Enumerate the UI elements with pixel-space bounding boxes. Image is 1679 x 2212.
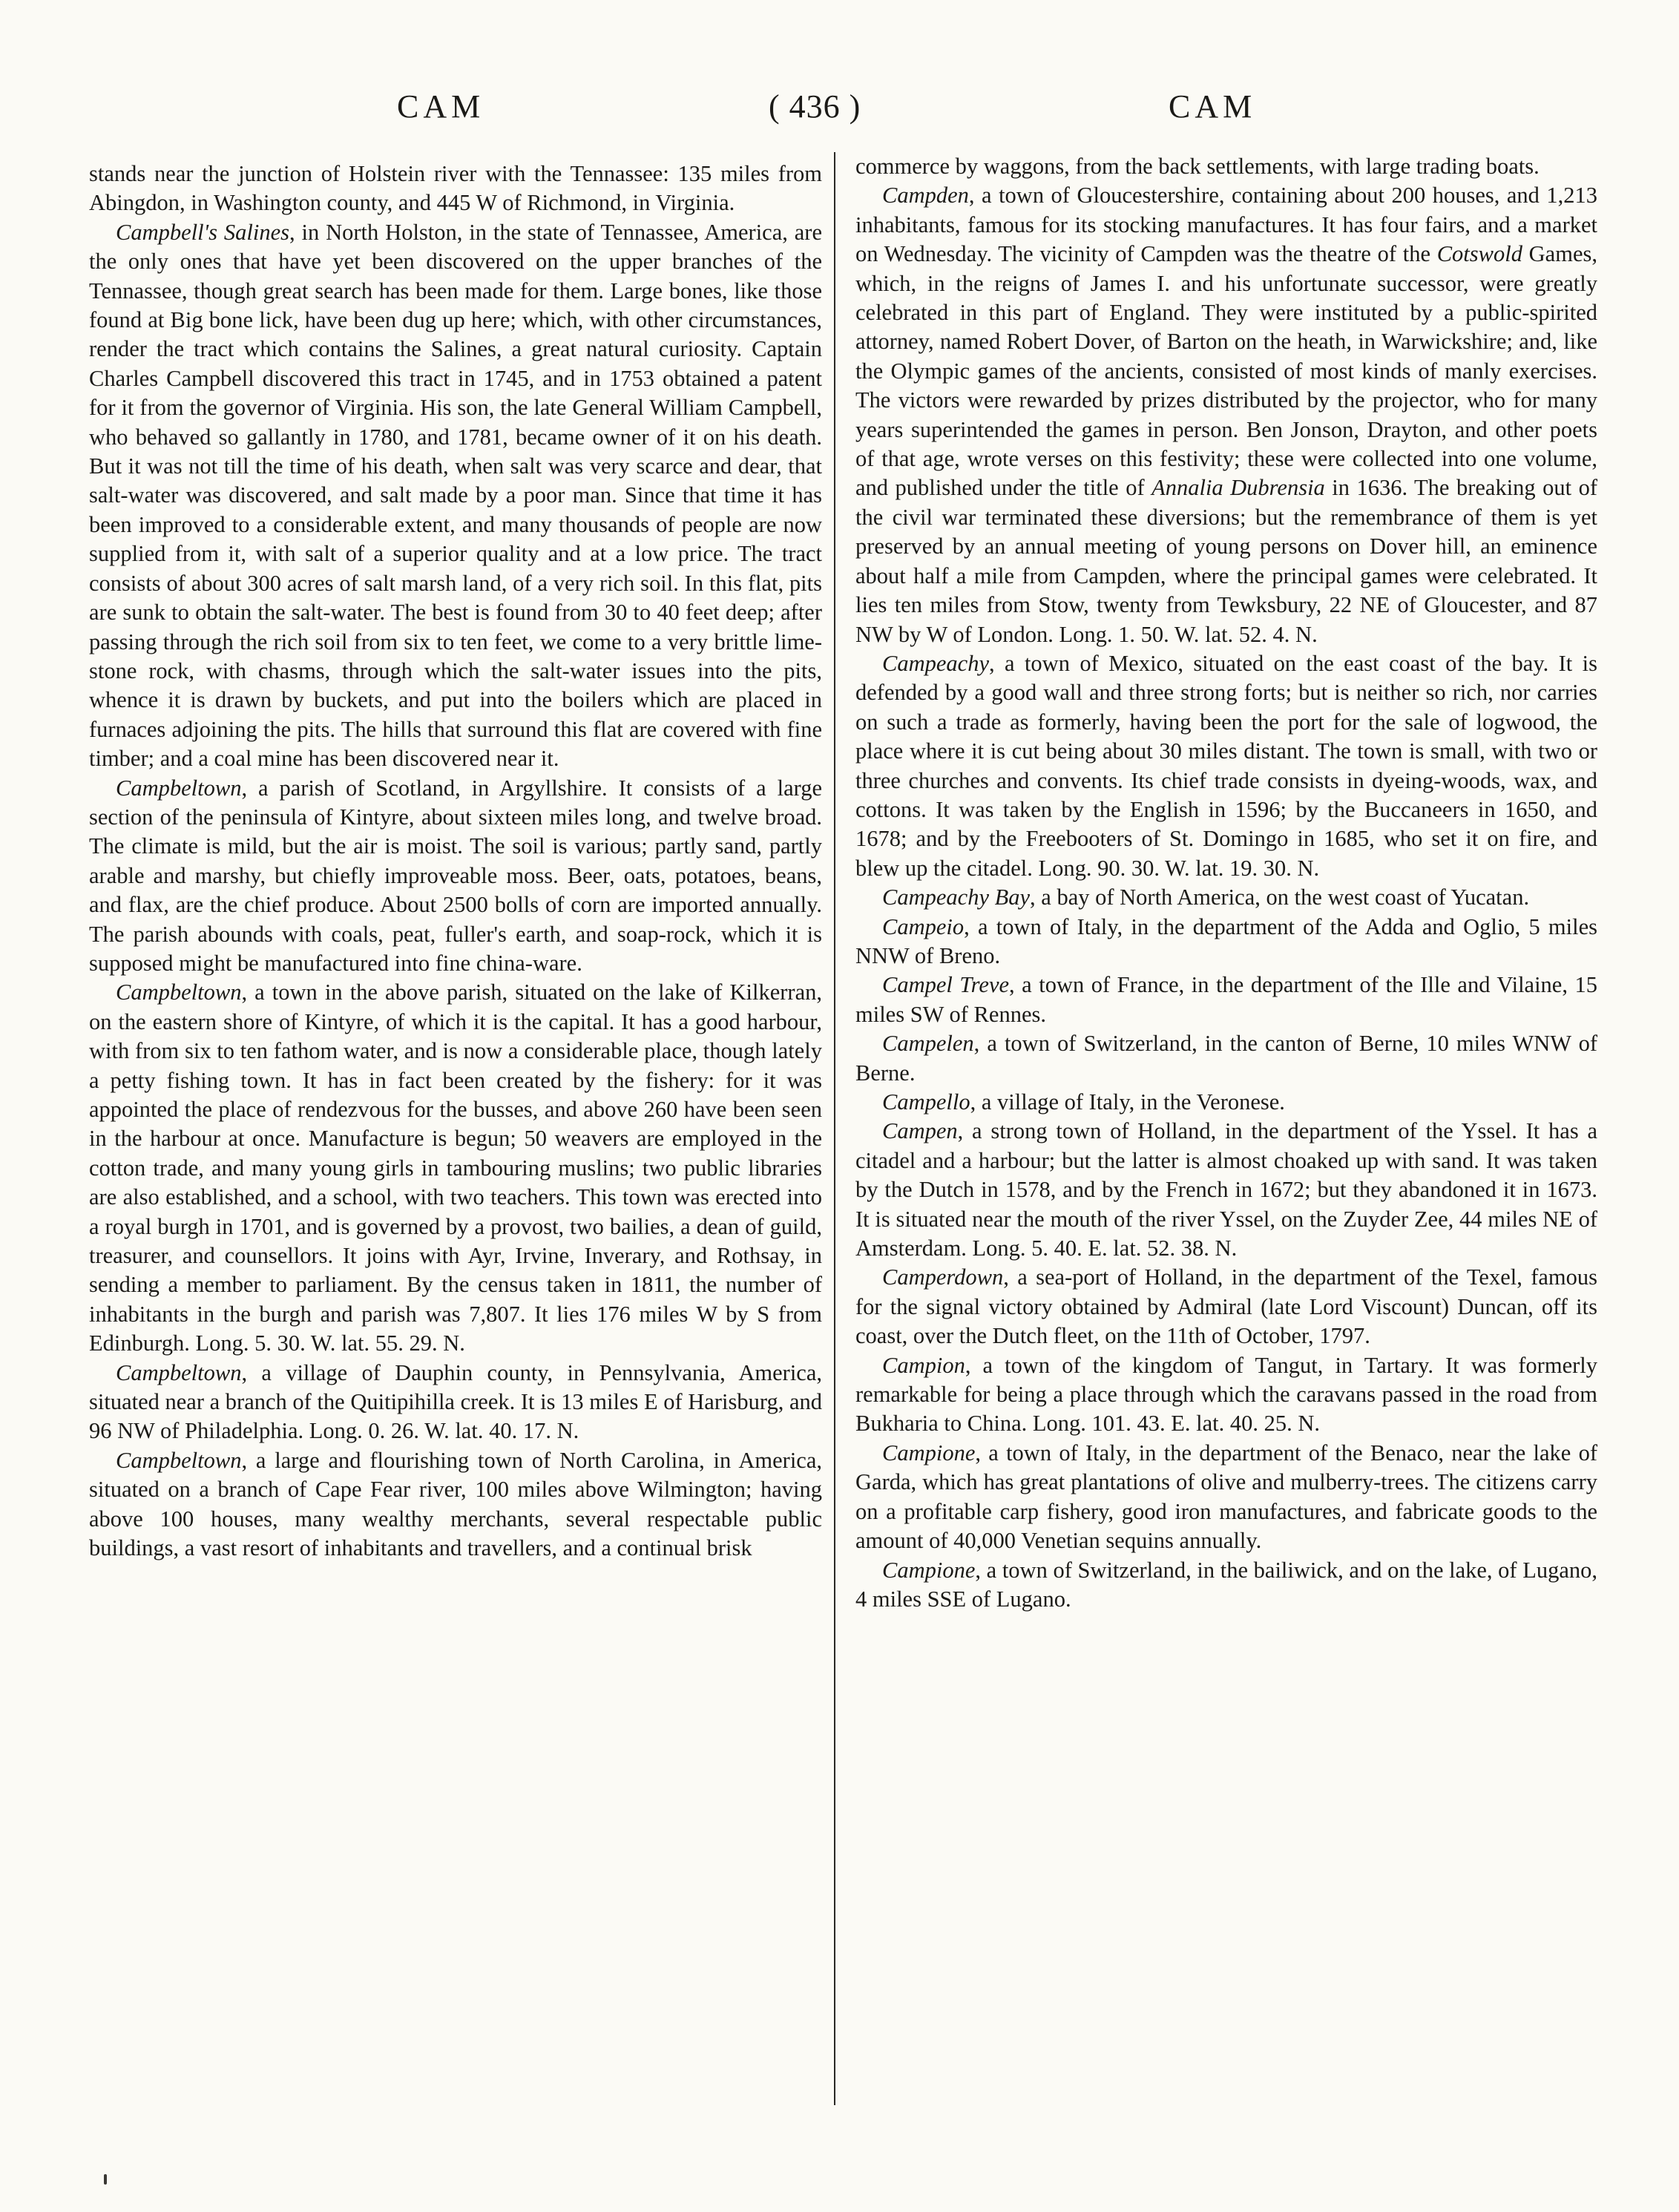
- italic-term: Cotswold: [1436, 241, 1529, 267]
- running-header: [0, 88, 1679, 132]
- gazetteer-entry: [855, 1439, 1597, 1556]
- entry-headword: Camperdown: [882, 1264, 1004, 1290]
- italic-title: Annalia Dubrensia: [1151, 475, 1325, 501]
- entry-text: , a village of Dauphin county, in Pennsylvania, America, situated near a branch of the Quitipihilla creek. It is 13 miles E of Harisburg, and 96 NW of Philadelphia. Long. 0. 26. W. lat. 40. 17. N.: [89, 1359, 822, 1444]
- gazetteer-entry: [855, 1088, 1597, 1117]
- gazetteer-entry: [855, 913, 1597, 971]
- entry-text: , a town of Gloucestershire, containing about 200 houses, and 1,213 inhabitants, famous for its stocking manufactures. It has four fairs, and a market on Wednesday. The vicinity of Campden was the theatre of the: [855, 183, 1597, 267]
- entry-text: , a town of Italy, in the department of the Adda and Oglio, 5 miles NNW of Breno.: [855, 913, 1597, 968]
- gazetteer-entry: [89, 978, 822, 1358]
- header-right: CAM: [1169, 88, 1257, 125]
- gazetteer-entry: [89, 774, 822, 979]
- gazetteer-entry: [89, 1446, 822, 1563]
- entry-text: , a bay of North America, on the west coast of Yucatan.: [1030, 885, 1530, 910]
- entry-text: , a town of Switzerland, in the canton of Berne, 10 miles WNW of Berne.: [855, 1031, 1597, 1086]
- entry-text: , a town in the above parish, situated on the lake of Kilkerran, on the eastern shore of Kintyre, of which it is the capital. It has a good harbour, with from six to ten fathom water, and is now a considerable place, though lately a petty fishing town. It has in fact been created by the fishery: for it was appointed the place of rendezvous for the busses, and above 260 have been seen in the harbour at once. Manufacture is begun; 50 weavers are employed in the cotton trade, and many young girls in tambouring muslins; two public libraries are also established, and a school, with two teachers. This town was erected into a royal burgh in 1701, and is governed by a provost, two bailies, a dean of guild, treasurer, and counsellors. It joins with Ayr, Irvine, Inverary, and Rothsay, in sending a member to parliament. By the census taken in 1811, the number of inhabitants in the burgh and parish was 7,807. It lies 176 miles W by S from Edinburgh. Long. 5. 30. W. lat. 55. 29. N.: [89, 979, 822, 1356]
- entry-text: , a town of Mexico, situated on the east coast of the bay. It is defended by a good wall and three strong forts; but is neither so rich, nor carries on such a trade as formerly, having been the port for the sale of logwood, the place where it is cut being about 30 miles distant. The town is small, with two or three churches and convents. Its chief trade consists in dyeing-woods, wax, and cottons. It was taken by the English in 1596; by the Buccaneers in 1650, and 1678; and by the Freebooters of St. Domingo in 1685, who set it on fire, and blew up the citadel. Long. 90. 30. W. lat. 19. 30. N.: [855, 650, 1597, 881]
- gazetteer-entry: [855, 971, 1597, 1029]
- left-column: [89, 160, 822, 1563]
- gazetteer-entry: [89, 218, 822, 774]
- entry-headword: Campden: [882, 183, 969, 209]
- entry-text: , a large and flourishing town of North Carolina, in America, situated on a branch of Cape Fear river, 100 miles above Wilmington; having above 100 houses, many wealthy merchants, several respectable public buildings, a vast resort of inhabitants and travellers, and a continual brisk: [89, 1447, 822, 1561]
- entry-text: , a village of Italy, in the Veronese.: [970, 1089, 1285, 1115]
- gazetteer-entry: [855, 883, 1597, 912]
- gazetteer-entry: [855, 1351, 1597, 1439]
- entry-text: stands near the junction of Holstein river with the Tennassee: 135 miles from Abingdon, in Washington county, and 445 W of Richmond, in Virginia.: [89, 161, 822, 216]
- gazetteer-entry: [89, 160, 822, 218]
- entry-headword: Campeachy Bay: [882, 885, 1031, 910]
- entry-headword: Campbeltown: [116, 1359, 242, 1385]
- entry-headword: Campello: [882, 1089, 970, 1115]
- entry-text: , a parish of Scotland, in Argyllshire. It consists of a large section of the peninsula of Kintyre, about sixteen miles long, and twelve broad. The climate is mild, but the air is moist. The soil is various; partly sand, partly arable and marshy, but chiefly improveable moss. Beer, oats, potatoes, beans, and flax, are the chief produce. About 2500 bolls of corn are imported annually. The parish abounds with coals, peat, fuller's earth, and soap-rock, which it is supposed might be manufactured into fine china-ware.: [89, 775, 822, 976]
- entry-headword: Campione: [882, 1557, 976, 1583]
- entry-headword: Campeachy: [882, 650, 989, 676]
- entry-headword: Campbell's Salines: [116, 219, 289, 245]
- header-left: CAM: [397, 88, 485, 125]
- gazetteer-entry: [855, 1556, 1597, 1615]
- entry-text: , a town of France, in the department of the Ille and Vilaine, 15 miles SW of Rennes.: [855, 972, 1597, 1027]
- gazetteer-entry: [855, 152, 1597, 181]
- entry-text: , a town of the kingdom of Tangut, in Tartary. It was formerly remarkable for being a place through which the caravans passed in the road from Bukharia to China. Long. 101. 43. E. lat. 40. 25. N.: [855, 1352, 1597, 1437]
- gazetteer-entry: [89, 1359, 822, 1446]
- entry-headword: Campen: [882, 1118, 958, 1144]
- entry-headword: Campione: [882, 1440, 976, 1466]
- entry-text: , a strong town of Holland, in the department of the Yssel. It has a citadel and a harbour; but the latter is almost choaked up with sand. It was taken by the Dutch in 1578, and by the French in 1672; but they abandoned it in 1673. It is situated near the mouth of the river Yssel, on the Zuyder Zee, 44 miles NE of Amsterdam. Long. 5. 40. E. lat. 52. 38. N.: [855, 1118, 1597, 1261]
- entry-text: , a sea-port of Holland, in the department of the Texel, famous for the signal victory obtained by Admiral (late Lord Viscount) Duncan, off its coast, over the Dutch fleet, on the 11th of October, 1797.: [855, 1264, 1597, 1349]
- ink-mark: [104, 2174, 107, 2185]
- entry-text: , a town of Switzerland, in the bailiwick, and on the lake, of Lugano, 4 miles SSE of Lugano.: [855, 1557, 1597, 1612]
- gazetteer-entry: [855, 181, 1597, 649]
- entry-headword: Campel Treve: [882, 972, 1010, 998]
- gazetteer-entry: [855, 1117, 1597, 1263]
- gazetteer-entry: [855, 1029, 1597, 1088]
- entry-text: Games, which, in the reigns of James I. and his unfortunate successor, were greatly celebrated in this part of England. They were instituted by a public-spirited attorney, named Robert Dover, of Barton on the heath, in Warwickshire; and, like the Olympic games of the ancients, consisted of most kinds of manly exercises. The victors were rewarded by prizes distributed by the projector, who for many years superintended the games in person. Ben Jonson, Drayton, and other poets of that age, wrote verses on this festivity; these were collected into one volume, and published under the title of Annalia Dubrensia in 1636. The breaking out of the civil war terminated these diversions; but the remembrance of them is yet preserved by an annual meeting of young persons on Dover hill, an eminence about half a mile from Campden, where the principal games were celebrated. It lies ten miles from Stow, twenty from Tewksbury, 22 NE of Gloucester, and 87 NW by W of London. Long. 1. 50. W. lat. 52. 4. N.: [855, 241, 1598, 647]
- entry-headword: Campbeltown: [116, 775, 242, 801]
- page-number: ( 436 ): [769, 88, 861, 125]
- entry-text: , a town of Italy, in the department of the Benaco, near the lake of Garda, which has great plantations of olive and mulberry-trees. The citizens carry on a profitable carp fishery, good iron manufactures, and fabricate goods to the amount of 40,000 Venetian sequins annually.: [855, 1440, 1597, 1554]
- entry-headword: Campbeltown: [116, 979, 242, 1005]
- gazetteer-entry: [855, 649, 1597, 883]
- right-column: [855, 152, 1597, 1614]
- entry-text: commerce by waggons, from the back settlements, with large trading boats.: [855, 154, 1540, 179]
- gazetteer-entry: [855, 1263, 1597, 1350]
- entry-headword: Campbeltown: [116, 1447, 242, 1473]
- column-divider: [834, 152, 835, 2105]
- entry-headword: Campeio: [882, 913, 965, 939]
- entry-headword: Campion: [882, 1352, 965, 1378]
- entry-headword: Campelen: [882, 1031, 974, 1057]
- entry-text: , in North Holston, in the state of Tennassee, America, are the only ones that have yet been discovered on the upper branches of the Tennassee, though great search has been made for them. Large bones, like those found at Big bone lick, have been dug up here; which, with other circumstances, render the tract which contains the Salines, a great natural curiosity. Captain Charles Campbell discovered this tract in 1745, and in 1753 obtained a patent for it from the governor of Virginia. His son, the late General William Campbell, who behaved so gallantly in 1780, and 1781, became owner of it on his death. But it was not till the time of his death, when salt was very scarce and dear, that salt-water was discovered, and salt made by a poor man. Since that time it has been improved to a considerable extent, and many thousands of people are now supplied from it, with salt of a superior quality and at a low price. The tract consists of about 300 acres of salt marsh land, of a very rich soil. In this flat, pits are sunk to obtain the salt-water. The best is found from 30 to 40 feet deep; after passing through the rich soil from six to ten feet, we come to a very brittle lime-stone rock, with chasms, through which the salt-water issues into the pits, whence it is drawn by buckets, and put into the boilers which are placed in furnaces adjoining the pits. The hills that surround this flat are covered with fine timber; and a coal mine has been discovered near it.: [89, 219, 823, 772]
